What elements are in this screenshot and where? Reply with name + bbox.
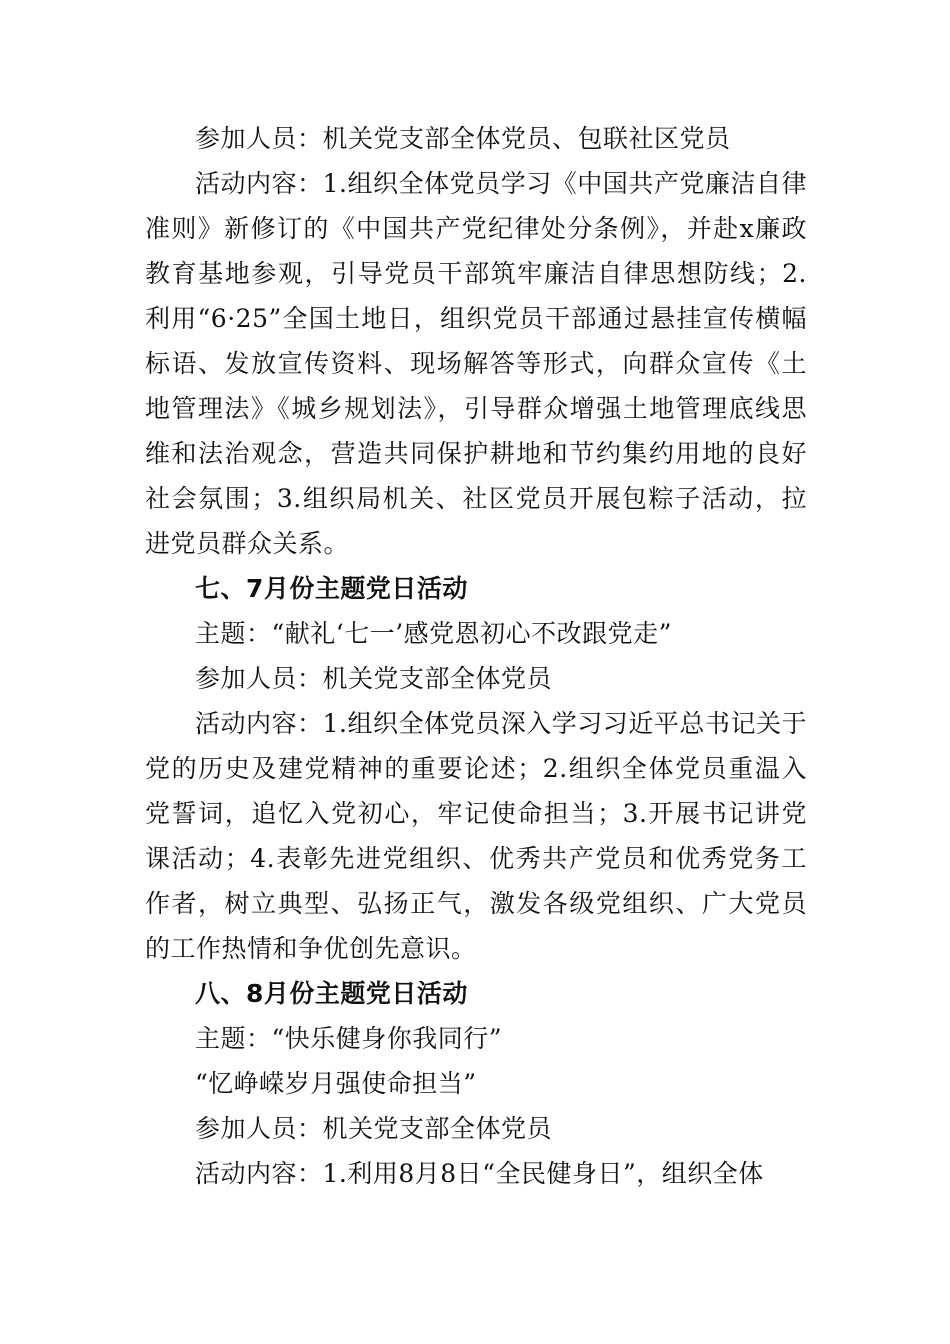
theme-paragraph: 主题：“献礼‘七一’感党恩初心不改跟党走” bbox=[195, 619, 672, 648]
section-heading-july: 七、7月份主题党日活动 bbox=[195, 574, 468, 603]
activity-content-paragraph: 活动内容：1.利用8月8日“全民健身日”，组织全体 bbox=[195, 1159, 764, 1188]
activity-content-paragraph: 活动内容：1.组织全体党员深入学习习近平总书记关于党的历史及建党精神的重要论述；2.组织全体党员重温入党誓词，追忆入党初心，牢记使命担当；3.开展书记讲党课活动；4.表彰先进党组织、优秀共产党员和优秀党务工作者，树立典型、弘扬正气，激发各级党组织、广大党员的工作热情和争优创先意识。 bbox=[145, 709, 807, 963]
participants-paragraph: 参加人员：机关党支部全体党员 bbox=[195, 1114, 553, 1143]
theme-paragraph: 主题：“快乐健身你我同行” bbox=[195, 1024, 503, 1053]
document-body bbox=[145, 116, 807, 1196]
theme-paragraph-continued: “忆峥嵘岁月强使命担当” bbox=[195, 1069, 477, 1098]
participants-paragraph: 参加人员：机关党支部全体党员 bbox=[195, 664, 553, 693]
section-heading-august: 八、8月份主题党日活动 bbox=[195, 979, 468, 1008]
participants-paragraph: 参加人员：机关党支部全体党员、包联社区党员 bbox=[195, 124, 731, 153]
activity-content-paragraph: 活动内容：1.组织全体党员学习《中国共产党廉洁自律准则》新修订的《中国共产党纪律处分条例》，并赴x廉政教育基地参观，引导党员干部筑牢廉洁自律思想防线；2.利用“6·25”全国土地日，组织党员干部通过悬挂宣传横幅标语、发放宣传资料、现场解答等形式，向群众宣传《土地管理法》《城乡规划法》，引导群众增强土地管理底线思维和法治观念，营造共同保护耕地和节约集约用地的良好社会氛围；3.组织局机关、社区党员开展包粽子活动，拉进党员群众关系。 bbox=[145, 169, 807, 558]
